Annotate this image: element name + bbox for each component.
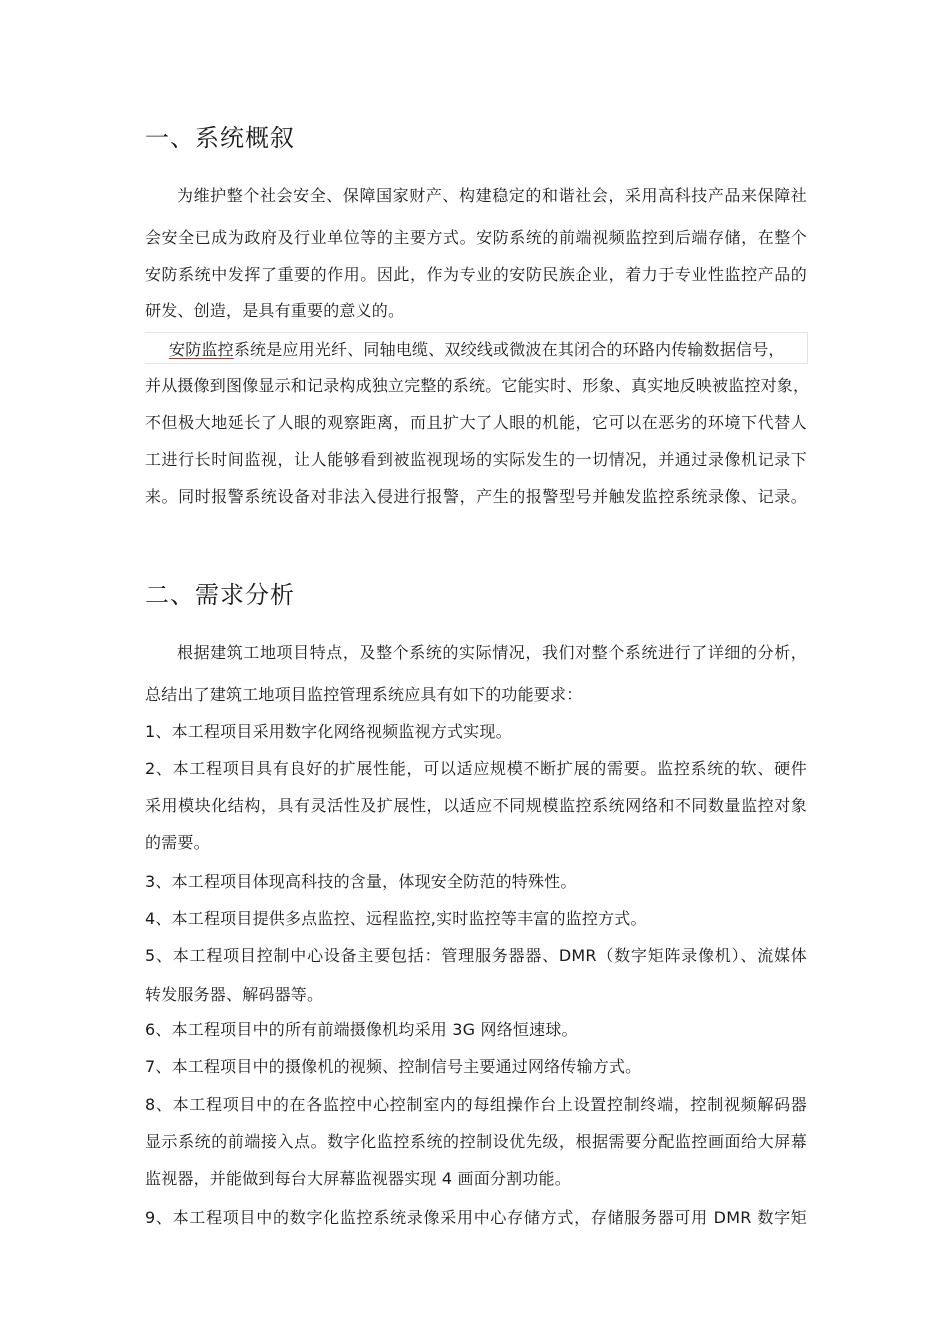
paragraph-line: 为维护整个社会安全、保障国家财产、构建稳定的和谐社会，采用高科技产品来保障社 (177, 186, 807, 205)
list-item: 4、本工程项目提供多点监控、远程监控,实时监控等丰富的监控方式。 (145, 909, 647, 928)
paragraph-line: 工进行长时间监视，让人能够看到被监视现场的实际发生的一切情况，并通过录像机记录下 (145, 450, 807, 469)
paragraph-text: 系统是应用光纤、同轴电缆、双绞线或微波在其闭合的环路内传输数据信号， (233, 340, 785, 359)
paragraph-line: 并从摄像到图像显示和记录构成独立完整的系统。它能实时、形象、真实地反映被监控对象， (145, 376, 810, 395)
paragraph-line: 根据建筑工地项目特点，及整个系统的实际情况，我们对整个系统进行了详细的分析， (177, 643, 807, 662)
list-item-continuation: 转发服务器、解码器等。 (145, 985, 324, 1004)
list-item: 5、本工程项目控制中心设备主要包括：管理服务器器、DMR（数字矩阵录像机）、流媒体 (145, 946, 807, 965)
paragraph-line: 研发、创造，是具有重要的意义的。 (145, 301, 405, 320)
section1-heading: 一、系统概叙 (145, 124, 295, 152)
list-item: 9、本工程项目中的数字化监控系统录像采用中心存储方式，存储服务器可用 DMR 数字矩 (145, 1208, 807, 1227)
paragraph-line: 安防系统中发挥了重要的作用。因此，作为专业的安防民族企业，着力于专业性监控产品的 (145, 265, 807, 284)
list-item: 3、本工程项目体现高科技的含量，体现安全防范的特殊性。 (145, 872, 577, 891)
list-item: 2、本工程项目具有良好的扩展性能，可以适应规模不断扩展的需要。监控系统的软、硬件 (145, 759, 807, 778)
paragraph-line: 不但极大地延长了人眼的观察距离，而且扩大了人眼的机能，它可以在恶劣的环境下代替人 (145, 413, 807, 432)
list-item-continuation: 显示系统的前端接入点。数字化监控系统的控制设优先级，根据需要分配监控画面给大屏幕 (145, 1132, 807, 1151)
paragraph-line: 会安全已成为政府及行业单位等的主要方式。安防系统的前端视频监控到后端存储，在整个 (145, 228, 807, 247)
list-item: 6、本工程项目中的所有前端摄像机均采用 3G 网络恒速球。 (145, 1020, 578, 1039)
list-item: 7、本工程项目中的摄像机的视频、控制信号主要通过网络传输方式。 (145, 1057, 642, 1076)
keyword-link[interactable]: 安防监控 (169, 340, 234, 359)
list-item-continuation: 的需要。 (145, 833, 210, 852)
paragraph-line (169, 337, 807, 360)
list-item-continuation: 采用模块化结构，具有灵活性及扩展性，以适应不同规模监控系统网络和不同数量监控对象 (145, 796, 807, 815)
list-item-continuation: 监视器，并能做到每台大屏幕监视器实现 4 画面分割功能。 (145, 1169, 571, 1188)
list-item: 1、本工程项目采用数字化网络视频监视方式实现。 (145, 722, 512, 741)
paragraph-line: 总结出了建筑工地项目监控管理系统应具有如下的功能要求： (145, 685, 583, 704)
section2-heading: 二、需求分析 (145, 581, 295, 609)
list-item: 8、本工程项目中的在各监控中心控制室内的每组操作台上设置控制终端，控制视频解码器 (145, 1095, 807, 1114)
paragraph-line: 来。同时报警系统设备对非法入侵进行报警，产生的报警型号并触发监控系统录像、记录。 (145, 487, 807, 506)
